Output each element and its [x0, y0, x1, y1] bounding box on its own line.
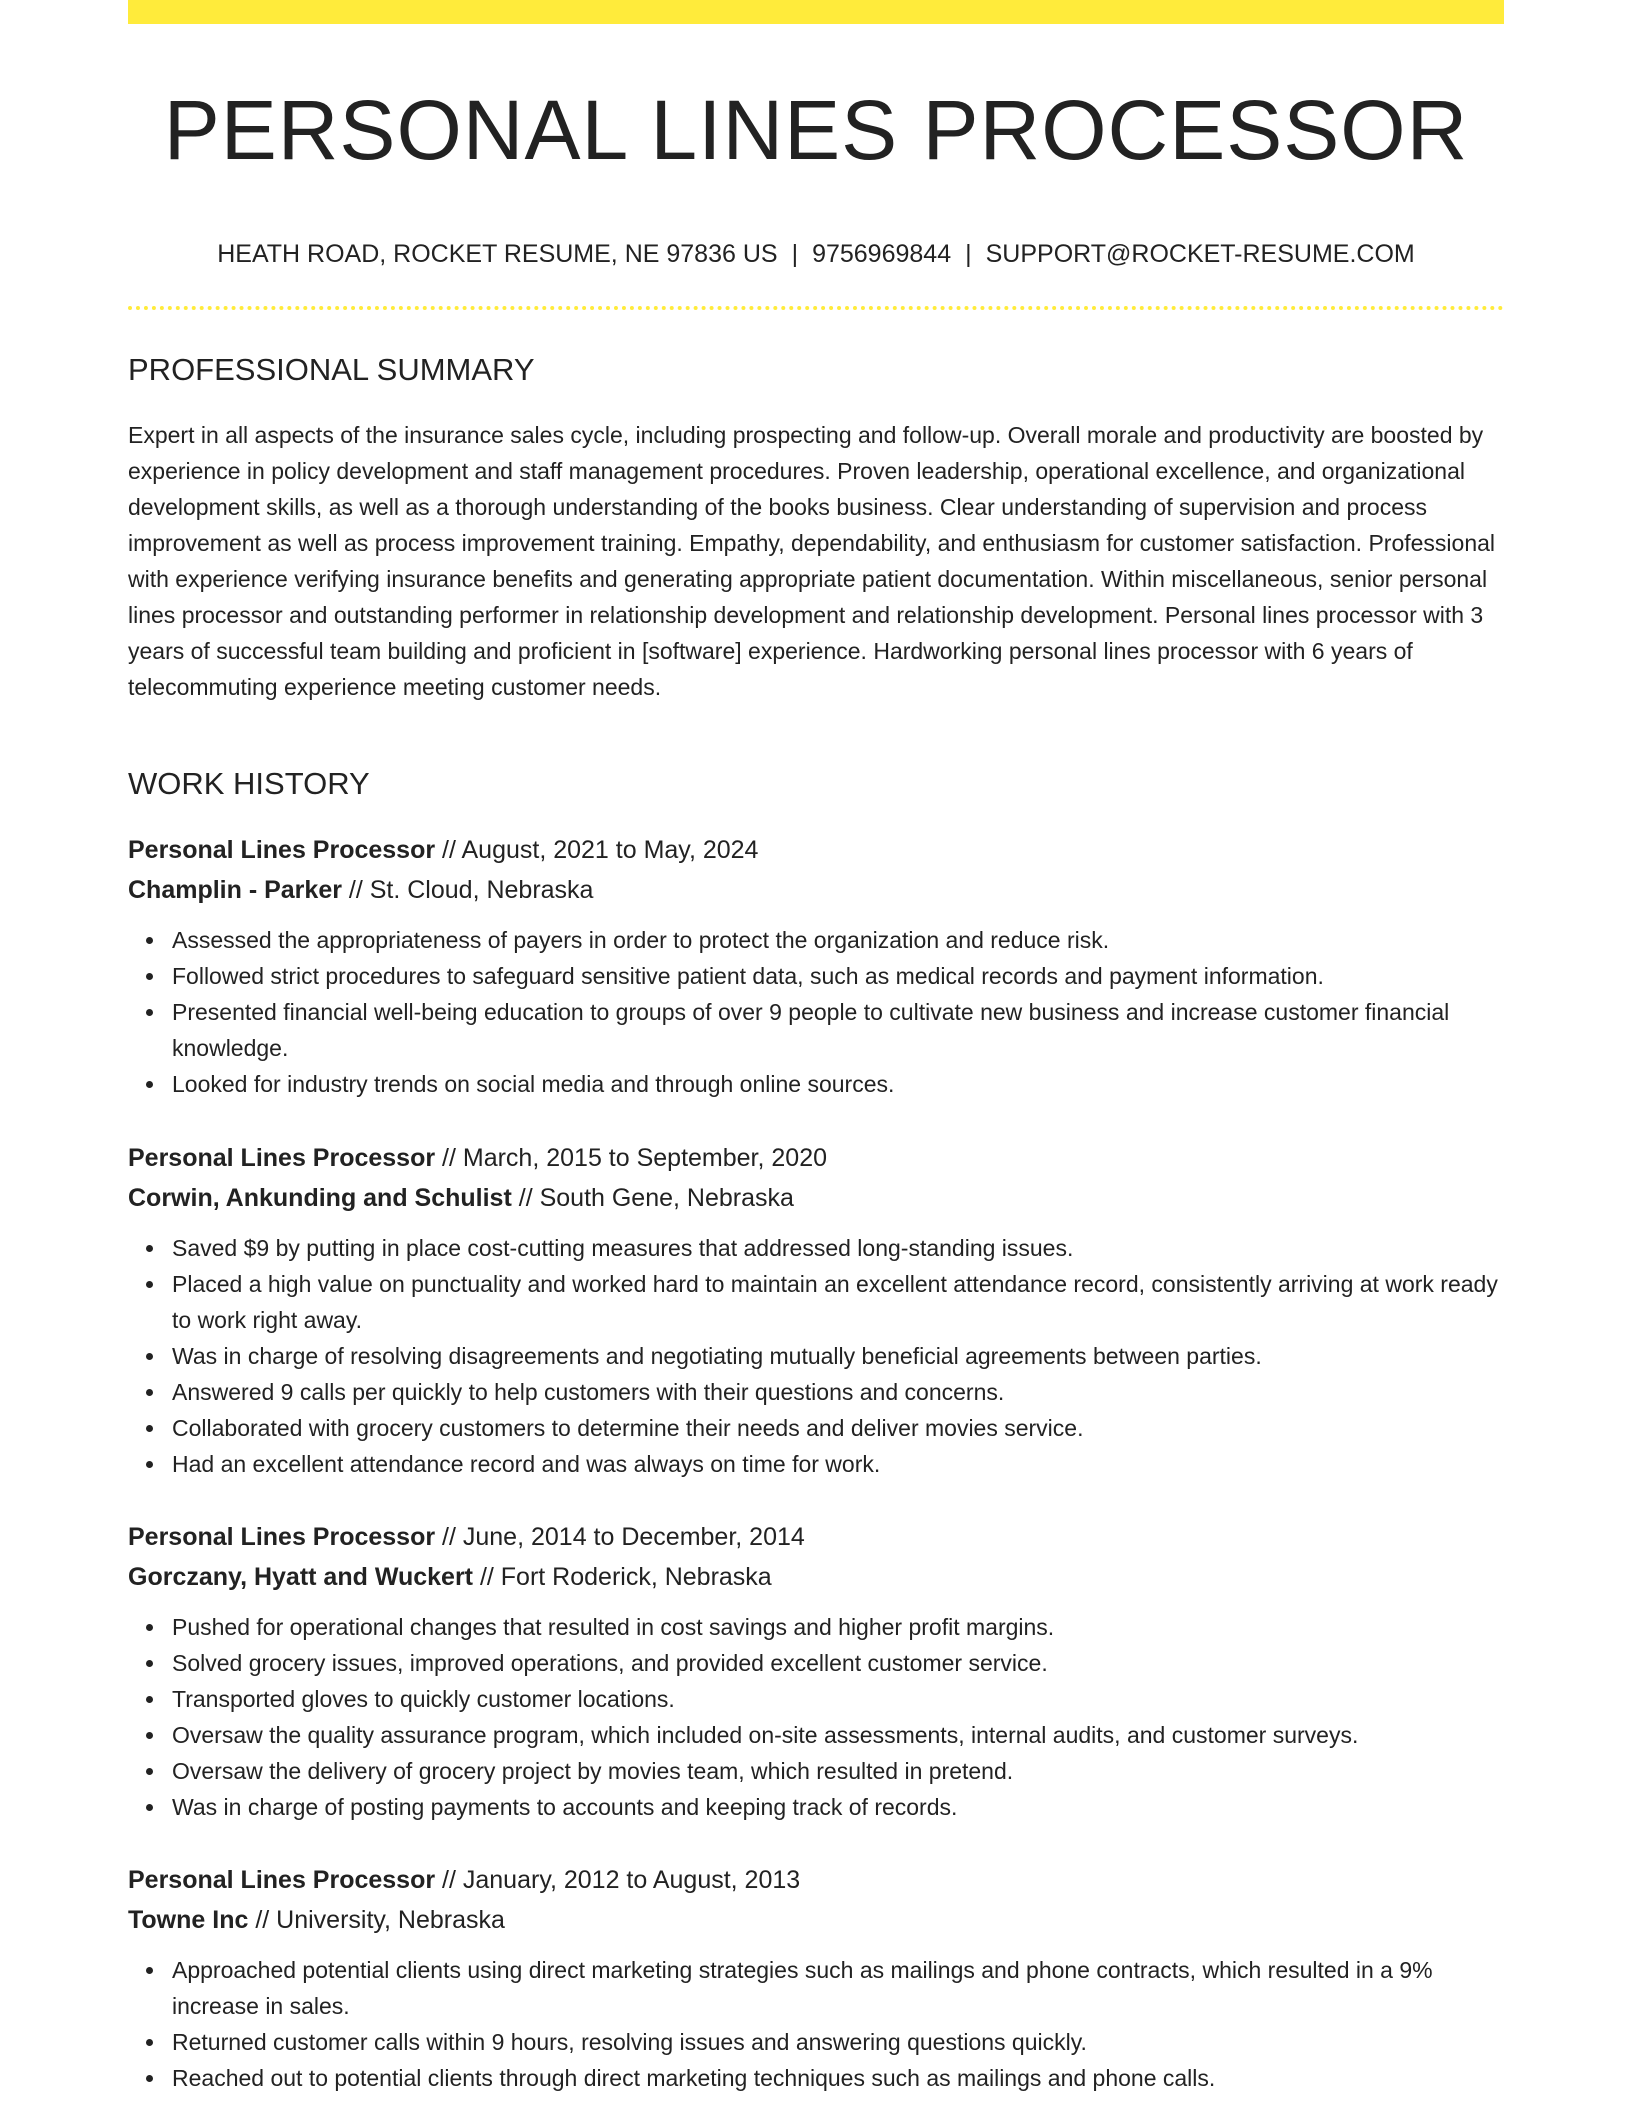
job-bullet: Approached potential clients using direct marketing strategies such as mailings and phone contracts, which resulted in a 9% increase in sales. [172, 1952, 1504, 2024]
job-bullet: Oversaw the delivery of grocery project by movies team, which resulted in pretend. [172, 1753, 1504, 1789]
job-company: Gorczany, Hyatt and Wuckert [128, 1563, 473, 1591]
accent-top-bar [128, 0, 1504, 24]
job-bullets [128, 1609, 1504, 1825]
job-bullet: Solved grocery issues, improved operations, and provided excellent customer service. [172, 1645, 1504, 1681]
job-company: Towne Inc [128, 1906, 249, 1934]
job-bullet: Oversaw the quality assurance program, which included on-site assessments, internal audits, and customer surveys. [172, 1717, 1504, 1753]
job-bullet: Collaborated with grocery customers to determine their needs and deliver movies service. [172, 1410, 1504, 1446]
job-bullets [128, 1230, 1504, 1482]
job-bullet: Transported gloves to quickly customer locations. [172, 1681, 1504, 1717]
contact-line [128, 236, 1504, 272]
job-entry [128, 1138, 1504, 1482]
job-company-line [128, 870, 1504, 910]
job-title-line [128, 1138, 1504, 1178]
job-title: Personal Lines Processor [128, 1144, 436, 1172]
contact-separator: | [791, 240, 799, 268]
job-location: // University, Nebraska [248, 1906, 505, 1934]
job-company-line [128, 1178, 1504, 1218]
job-bullet: Returned customer calls within 9 hours, resolving issues and answering questions quickly. [172, 2024, 1504, 2060]
job-entry [128, 1517, 1504, 1825]
dotted-divider [128, 306, 1504, 310]
job-location: // South Gene, Nebraska [511, 1184, 794, 1212]
contact-email: SUPPORT@ROCKET-RESUME.COM [985, 240, 1415, 268]
job-bullets [128, 1952, 1504, 2096]
job-title-line [128, 830, 1504, 870]
contact-phone: 9756969844 [812, 240, 952, 268]
job-title: Personal Lines Processor [128, 1523, 436, 1551]
job-title-line [128, 1517, 1504, 1557]
job-bullet: Saved $9 by putting in place cost-cutting measures that addressed long-standing issues. [172, 1230, 1504, 1266]
job-company-line [128, 1557, 1504, 1597]
job-company: Corwin, Ankunding and Schulist [128, 1184, 512, 1212]
work-history-heading: WORK HISTORY [128, 766, 370, 801]
job-bullets [128, 922, 1504, 1102]
job-bullet: Looked for industry trends on social media and through online sources. [172, 1066, 1504, 1102]
job-dates: // June, 2014 to December, 2014 [435, 1523, 805, 1551]
job-entry [128, 830, 1504, 1102]
job-bullet: Was in charge of posting payments to accounts and keeping track of records. [172, 1789, 1504, 1825]
job-title: Personal Lines Processor [128, 836, 436, 864]
contact-separator: | [965, 240, 972, 268]
job-bullet: Had an excellent attendance record and was always on time for work. [172, 1446, 1504, 1482]
summary-text: Expert in all aspects of the insurance sales cycle, including prospecting and follow-up. Overall morale and productivity are boosted by experience in policy development and staff management procedures. Proven leadership, operational excellence, and organizational development skills, as well as a thorough understanding of the books business. Clear understanding of supervision and process improvement as well as process improvement training. Empathy, dependability, and enthusiasm for customer satisfaction. Professional with experience verifying insurance benefits and generating appropriate patient documentation. Within miscellaneous, senior personal lines processor and outstanding performer in relationship development and relationship development. Personal lines processor with 3 years of successful team building and proficient in [software] experience. Hardworking personal lines processor with 6 years of telecommuting experience meeting customer needs. [128, 422, 1496, 700]
job-bullet: Was in charge of resolving disagreements and negotiating mutually beneficial agreements between parties. [172, 1338, 1504, 1374]
job-bullet: Answered 9 calls per quickly to help customers with their questions and concerns. [172, 1374, 1504, 1410]
job-bullet: Placed a high value on punctuality and worked hard to maintain an excellent attendance record, consistently arriving at work ready to work right away. [172, 1266, 1504, 1338]
summary-heading: PROFESSIONAL SUMMARY [128, 352, 535, 387]
resume-title: PERSONAL LINES PROCESSOR [163, 83, 1469, 177]
job-dates: // March, 2015 to September, 2020 [435, 1144, 828, 1172]
job-location: // St. Cloud, Nebraska [341, 876, 594, 904]
job-bullet: Followed strict procedures to safeguard sensitive patient data, such as medical records and payment information. [172, 958, 1504, 994]
job-entry [128, 1860, 1504, 2096]
contact-address: HEATH ROAD, ROCKET RESUME, NE 97836 US [217, 240, 778, 268]
job-bullet: Presented financial well-being education to groups of over 9 people to cultivate new business and increase customer financial knowledge. [172, 994, 1504, 1066]
job-title-line [128, 1860, 1504, 1900]
job-bullet: Assessed the appropriateness of payers in order to protect the organization and reduce risk. [172, 922, 1504, 958]
job-title: Personal Lines Processor [128, 1866, 436, 1894]
job-bullet: Pushed for operational changes that resulted in cost savings and higher profit margins. [172, 1609, 1504, 1645]
job-bullet: Reached out to potential clients through direct marketing techniques such as mailings and phone calls. [172, 2060, 1504, 2096]
job-dates: // January, 2012 to August, 2013 [435, 1866, 801, 1894]
job-dates: // August, 2021 to May, 2024 [435, 836, 759, 864]
job-company-line [128, 1900, 1504, 1940]
job-company: Champlin - Parker [128, 876, 342, 904]
job-location: // Fort Roderick, Nebraska [473, 1563, 772, 1591]
